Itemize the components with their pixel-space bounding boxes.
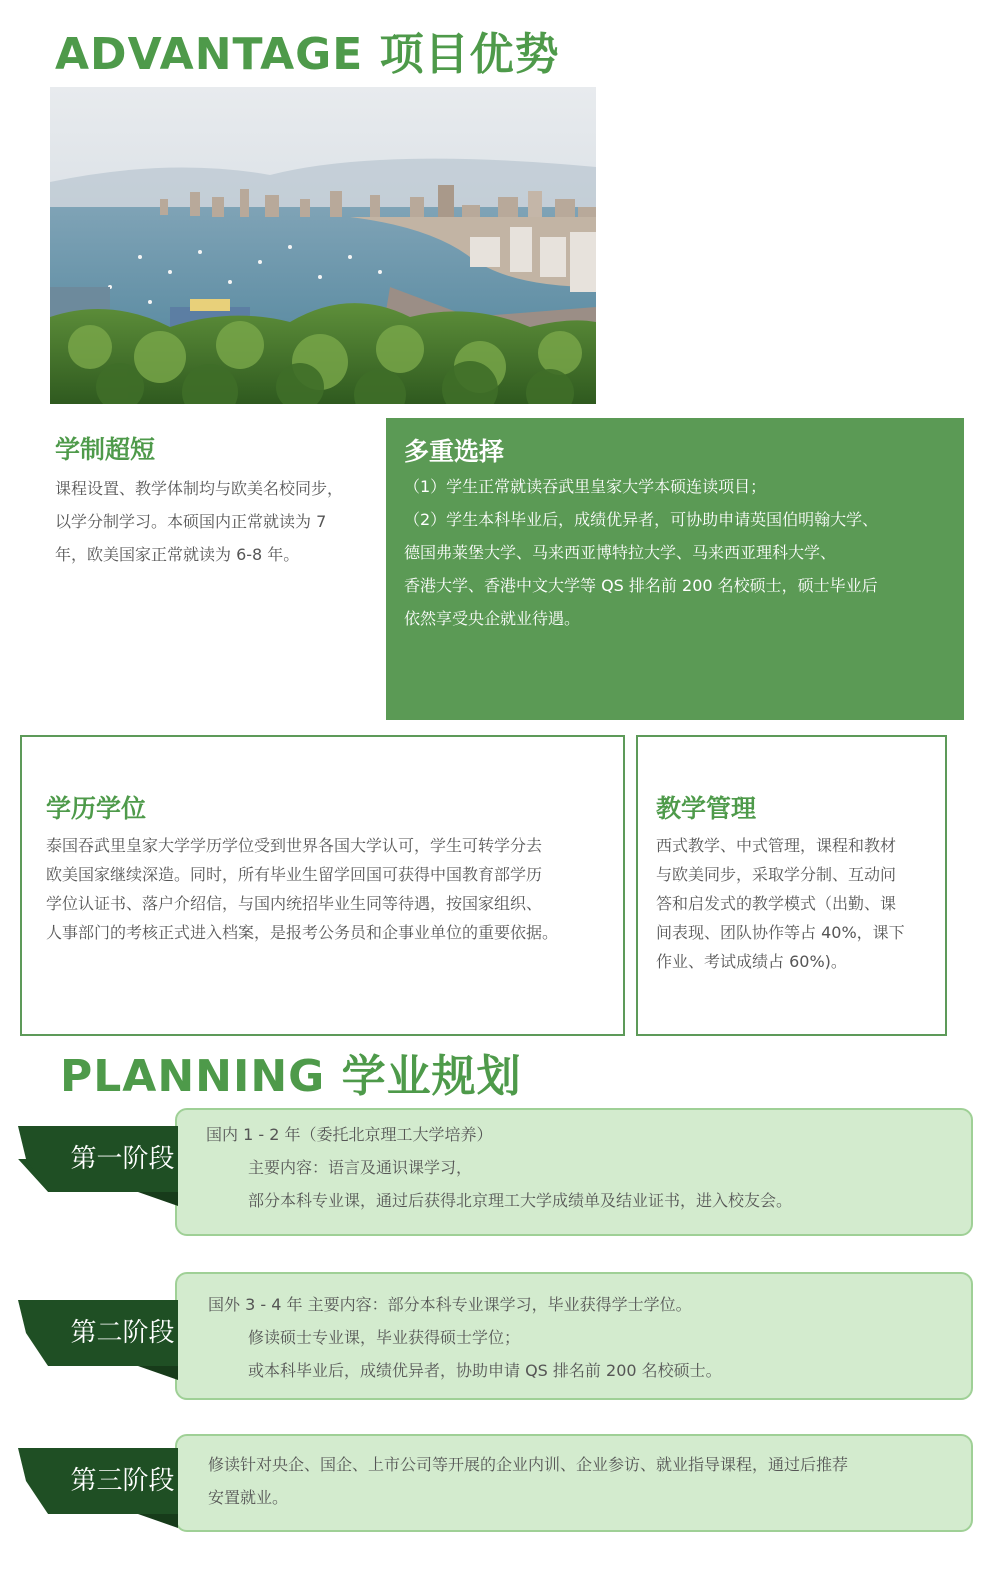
multiple-choice-block [386,418,964,720]
text-line: 答和启发式的教学模式（出勤、课 [656,894,897,913]
short-term-text [55,472,385,571]
teaching-block [636,735,947,1036]
text-line: 德国弗莱堡大学、马来西亚博特拉大学、马来西亚理科大学、 [404,543,837,562]
planning-title: PLANNING 学业规划 [60,1051,522,1102]
degree-heading: 学历学位 [46,794,147,823]
short-term-block [55,430,385,571]
advantage-title: ADVANTAGE 项目优势 [55,29,560,80]
text-line: 间表现、团队协作等占 40%，课下 [656,923,905,942]
multiple-choice-heading: 多重选择 [404,437,505,466]
text-line: 作业、考试成绩占 60%)。 [656,952,847,971]
text-line: 学位认证书、落户介绍信，与国内统招毕业生同等待遇，按国家组织、 [46,894,543,913]
text-line: 欧美国家继续深造。同时，所有毕业生留学回国可获得中国教育部学历 [46,865,543,884]
text-line: （1）学生正常就读吞武里皇家大学本硕连读项目； [404,477,767,496]
stage-line: 或本科毕业后，成绩优异者，协助申请 QS 排名前 200 名校硕士。 [248,1361,722,1380]
stage-tag-label: 第三阶段 [70,1466,175,1496]
text-line: 与欧美同步，采取学分制、互动问 [656,865,897,884]
stage-line: 国外 3 - 4 年 主要内容：部分本科专业课学习，毕业获得学士学位。 [208,1295,692,1314]
stage-tag-label: 第二阶段 [70,1318,175,1348]
teaching-heading: 教学管理 [656,794,757,823]
text-line: 泰国吞武里皇家大学学历学位受到世界各国大学认可，学生可转学分去 [46,836,543,855]
text-line: 西式教学、中式管理，课程和教材 [656,836,897,855]
degree-block [20,735,625,1036]
stage-tag-label: 第一阶段 [70,1144,175,1174]
degree-text [46,831,623,947]
stage-line: 安置就业。 [208,1488,289,1507]
stage-line: 修读针对央企、国企、上市公司等开展的企业内训、企业参访、就业指导课程，通过后推荐 [208,1455,849,1474]
multiple-choice-text [404,470,964,635]
text-line: 依然享受央企就业待遇。 [404,609,581,628]
stage-line: 主要内容：语言及通识课学习， [248,1158,473,1177]
text-line: 人事部门的考核正式进入档案，是报考公务员和企事业单位的重要依据。 [46,923,559,942]
stage-line: 国内 1 - 2 年（委托北京理工大学培养） [206,1125,493,1144]
stage-tag [18,1300,183,1380]
text-line: 年，欧美国家正常就读为 6-8 年。 [55,545,300,564]
short-term-heading: 学制超短 [55,435,156,464]
text-line: （2）学生本科毕业后，成绩优异者，可协助申请英国伯明翰大学、 [404,510,879,529]
text-line: 课程设置、教学体制均与欧美名校同步， [55,479,344,498]
stage-line: 部分本科专业课，通过后获得北京理工大学成绩单及结业证书，进入校友会。 [248,1191,793,1210]
text-line: 香港大学、香港中文大学等 QS 排名前 200 名校硕士，硕士毕业后 [404,576,878,595]
stage-tag [18,1126,183,1206]
stage-line: 修读硕士专业课，毕业获得硕士学位； [248,1328,521,1347]
coastal-city-photo [50,87,596,404]
stage-tag [18,1448,183,1528]
text-line: 以学分制学习。本硕国内正常就读为 7 [55,512,327,531]
teaching-text [656,831,945,976]
